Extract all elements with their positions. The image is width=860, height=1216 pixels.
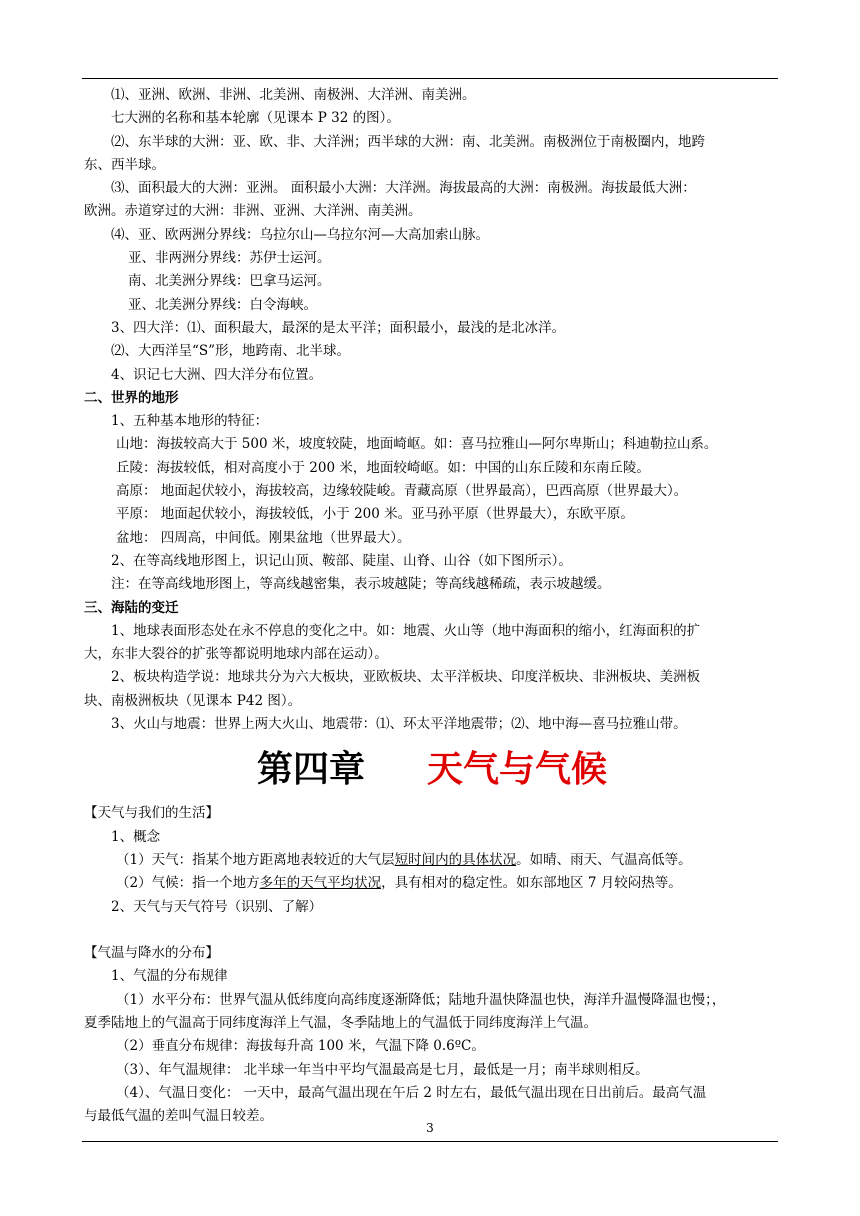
- text-line: 高原： 地面起伏较小，海拔较高，边缘较陡峻。青藏高原（世界最高），巴西高原（世界最大）。: [116, 483, 688, 500]
- text-line: 4、识记七大洲、四大洋分布位置。: [111, 366, 323, 383]
- underlined-term: 多年的天气平均状况: [259, 875, 382, 892]
- text-segment: （1）天气：指某个地方距离地表较近的大气层: [116, 851, 395, 868]
- text-line: 2、板块构造学说：地球共分为六大板块，亚欧板块、太平洋板块、印度洋板块、非洲板块、美洲板: [111, 669, 701, 686]
- page-number: 3: [426, 1121, 434, 1135]
- text-line: ⑵、大西洋呈“S”形，地跨南、北半球。: [111, 343, 351, 360]
- text-line: 平原： 地面起伏较小，海拔较低，小于 200 米。亚马孙平原（世界最大），东欧平原。: [116, 506, 634, 523]
- text-line: 注：在等高线地形图上，等高线越密集，表示坡越陡；等高线越稀疏，表示坡越缓。: [111, 576, 611, 593]
- text-line: [84, 872, 780, 895]
- section-heading: 【气温与降水的分布】: [84, 945, 219, 962]
- text-line: 七大洲的名称和基本轮廓（见课本 P 32 的图）。: [111, 110, 400, 127]
- text-line: ⑴、亚洲、欧洲、非洲、北美洲、南极洲、大洋洲、南美洲。: [111, 87, 476, 103]
- text-line: 3、火山与地震：世界上两大火山、地震带：⑴、环太平洋地震带；⑵、地中海—喜马拉雅山带。: [111, 716, 687, 733]
- chapter-title: [84, 736, 780, 802]
- text-line: 山地：海拔较高大于 500 米，坡度较陡，地面崎岖。如：喜马拉雅山—阿尔卑斯山；科迪勒拉山系。: [116, 436, 718, 453]
- text-line: 亚、非两洲分界线：苏伊士运河。: [128, 250, 331, 267]
- text-line: 1、五种基本地形的特征：: [111, 413, 269, 430]
- text-line: 1、气温的分布规律: [111, 968, 228, 985]
- text-line: 2、在等高线地形图上，识记山顶、鞍部、陡崖、山脊、山谷（如下图所示）。: [111, 552, 572, 569]
- footer-rule: [82, 1141, 778, 1142]
- section-heading: 【天气与我们的生活】: [84, 805, 219, 822]
- page-content: [84, 84, 780, 1128]
- text-segment: （2）气候：指一个地方: [116, 875, 260, 892]
- header-rule: [82, 78, 778, 79]
- chapter-name: 天气与气候: [427, 748, 608, 791]
- text-line: （3）、年气温规律： 北半球一年当中平均气温最高是七月，最低是一月；南半球则相反。: [116, 1061, 649, 1078]
- text-line: ⑷、亚、欧两洲分界线：乌拉尔山—乌拉尔河—大高加索山脉。: [111, 226, 489, 243]
- section-heading: 三、海陆的变迁: [84, 599, 179, 616]
- text-line: （4）、气温日变化： 一天中，最高气温出现在午后 2 时左右，最低气温出现在日出前后。最高气温: [116, 1084, 707, 1101]
- text-line: ⑵、东半球的大洲：亚、欧、非、大洋洲；西半球的大洲：南、北美洲。南极洲位于南极圈内，地跨: [111, 133, 705, 150]
- text-line: 与最低气温的差叫气温日较差。: [84, 1108, 273, 1125]
- text-line: 夏季陆地上的气温高于同纬度海洋上气温，冬季陆地上的气温低于同纬度海洋上气温。: [84, 1014, 597, 1031]
- text-line: 块、南极洲板块（见课本 P42 图）。: [84, 692, 302, 709]
- text-line: 欧洲。赤道穿过的大洲：非洲、亚洲、大洋洲、南美洲。: [84, 203, 422, 220]
- underlined-term: 短时间内的具体状况: [394, 851, 517, 868]
- text-line: 东、西半球。: [84, 156, 165, 173]
- text-line: 盆地： 四周高，中间低。刚果盆地（世界最大）。: [116, 529, 411, 546]
- text-line: （1）水平分布：世界气温从低纬度向高纬度逐渐降低；陆地升温快降温也快，海洋升温慢降温也慢；，: [116, 991, 726, 1008]
- text-line: 丘陵：海拔较低，相对高度小于 200 米，地面较崎岖。如：中国的山东丘陵和东南丘陵。: [116, 459, 650, 476]
- text-segment: ，具有相对的稳定性。如东部地区 7 月较闷热等。: [381, 875, 682, 892]
- text-line: 亚、北美洲分界线：白令海峡。: [128, 296, 317, 313]
- text-line: ⑶、面积最大的大洲：亚洲。 面积最小大洲：大洋洲。海拔最高的大洲：南极洲。海拔最低大洲：: [111, 180, 696, 197]
- text-line: 3、四大洋：⑴、面积最大，最深的是太平洋；面积最小，最浅的是北冰洋。: [111, 319, 566, 336]
- chapter-number: 第四章: [256, 748, 365, 791]
- text-line: [84, 849, 780, 872]
- text-segment: 。如晴、雨天、气温高低等。: [516, 851, 692, 868]
- text-line: 2、天气与天气符号（识别、了解）: [111, 898, 323, 915]
- section-heading: 二、世界的地形: [84, 389, 179, 406]
- text-line: （2）垂直分布规律：海拔每升高 100 米，气温下降 0.6ºC。: [116, 1038, 485, 1055]
- text-line: 1、概念: [111, 828, 161, 845]
- spacer: [84, 919, 780, 942]
- text-line: 1、地球表面形态处在永不停息的变化之中。如：地震、火山等（地中海面积的缩小，红海面积的扩: [111, 622, 701, 639]
- text-line: 南、北美洲分界线：巴拿马运河。: [128, 273, 331, 290]
- text-line: 大，东非大裂谷的扩张等都说明地球内部在运动）。: [84, 646, 388, 663]
